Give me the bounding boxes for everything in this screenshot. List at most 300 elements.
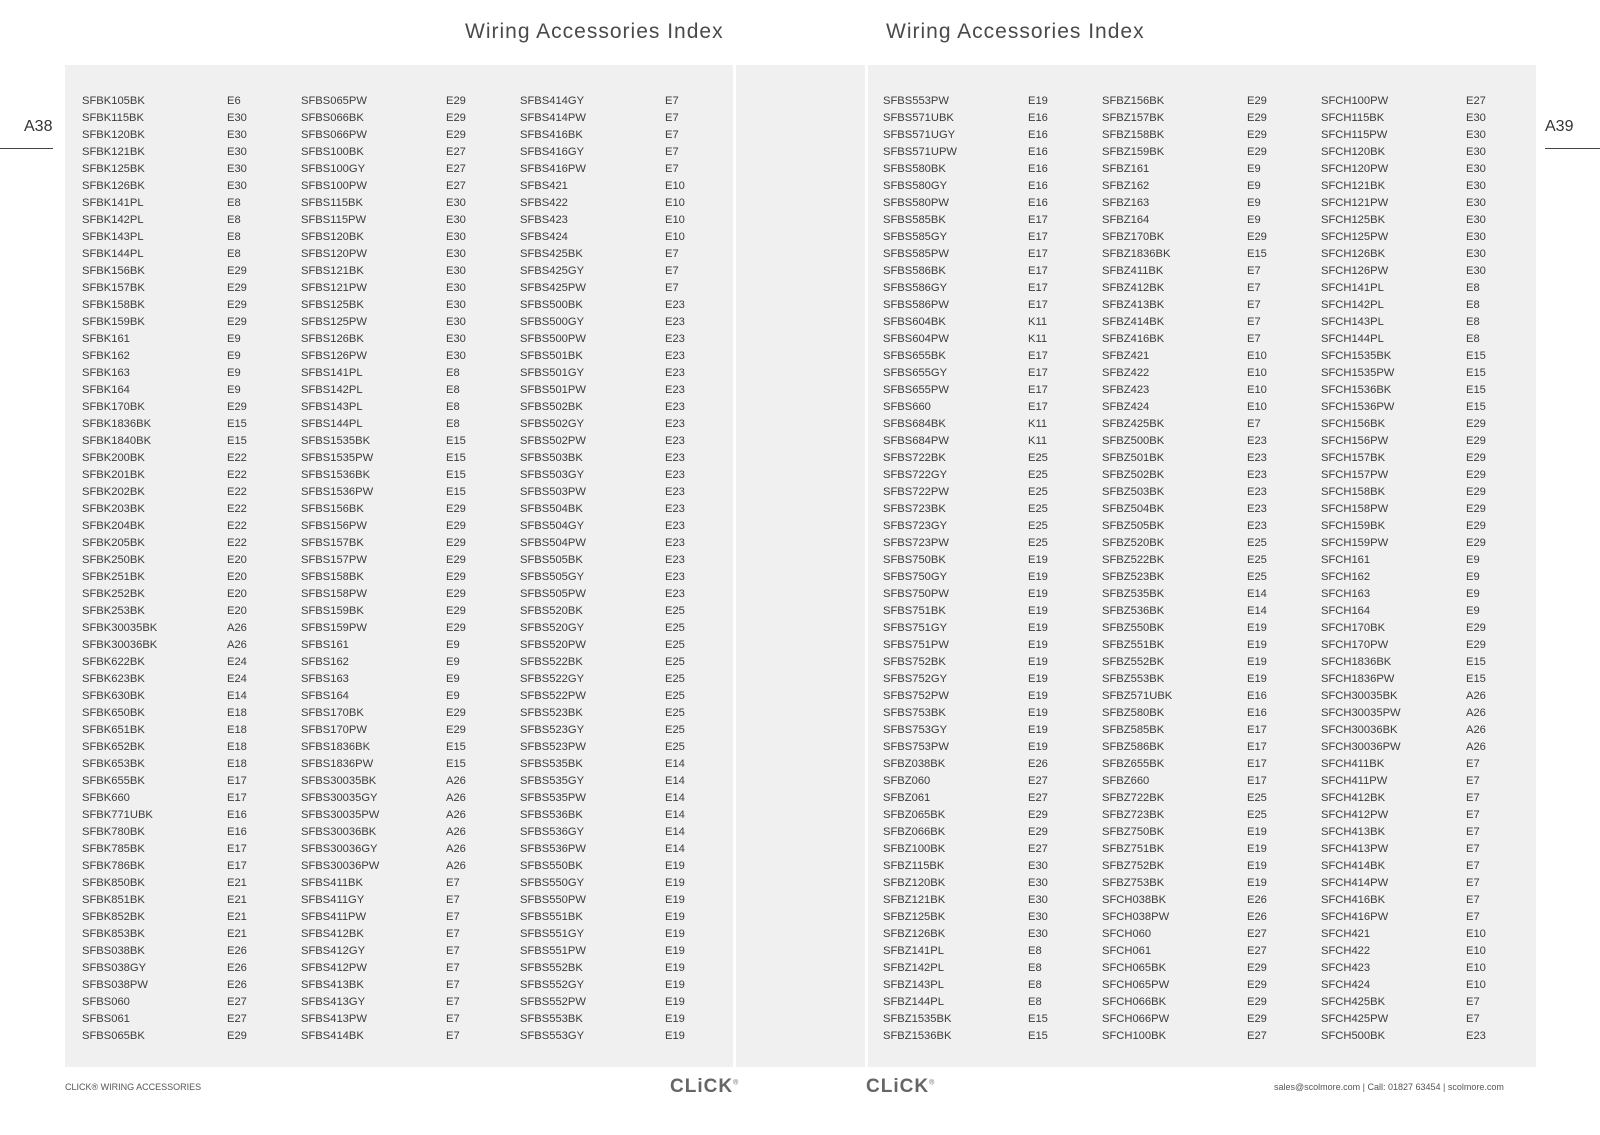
page-reference: E17: [1028, 214, 1048, 226]
product-code: SFCH1535BK: [1321, 350, 1392, 362]
index-row: [520, 722, 735, 739]
index-row: [520, 127, 735, 144]
page-reference: E7: [665, 163, 679, 175]
index-row: [301, 671, 516, 688]
logo-mark: ®: [929, 1079, 936, 1087]
product-code: SFCH142PL: [1321, 299, 1384, 311]
product-code: SFBS425GY: [520, 265, 585, 277]
index-row: [1321, 603, 1536, 620]
index-row: [1321, 841, 1536, 858]
index-row: [1102, 1011, 1317, 1028]
index-row: [1102, 892, 1317, 909]
index-row: [520, 331, 735, 348]
page-reference: E27: [1028, 775, 1048, 787]
page-reference: E16: [1028, 197, 1048, 209]
index-row: [301, 93, 516, 110]
index-row: [1321, 229, 1536, 246]
index-row: [520, 518, 735, 535]
index-row: [883, 603, 1098, 620]
index-row: [520, 144, 735, 161]
product-code: SFBZ553BK: [1102, 673, 1165, 685]
page-reference: E29: [1466, 435, 1486, 447]
index-row: [520, 280, 735, 297]
index-row: [82, 229, 297, 246]
product-code: SFCH416PW: [1321, 911, 1389, 923]
page-reference: E7: [446, 911, 460, 923]
product-code: SFCH143PL: [1321, 316, 1384, 328]
product-code: SFBS522BK: [520, 656, 583, 668]
page-reference: E19: [1028, 588, 1048, 600]
index-row: [82, 263, 297, 280]
page-reference: E9: [1466, 571, 1480, 583]
product-code: SFCH144PL: [1321, 333, 1384, 345]
product-code: SFBZ750BK: [1102, 826, 1165, 838]
page-reference: E26: [1028, 758, 1048, 770]
page-reference: E8: [1466, 282, 1480, 294]
product-code: SFBS411GY: [301, 894, 365, 906]
page-reference: E8: [446, 367, 460, 379]
index-row: [1102, 552, 1317, 569]
index-row: [520, 552, 735, 569]
page-reference: E16: [227, 809, 247, 821]
product-code: SFBS523PW: [520, 741, 586, 753]
index-row: [520, 960, 735, 977]
product-code: SFBK143PL: [82, 231, 144, 243]
page-number-rule-left: [0, 148, 53, 149]
page-reference: E29: [1247, 979, 1267, 991]
product-code: SFBK162: [82, 350, 130, 362]
page-reference: E7: [446, 945, 460, 957]
product-code: SFBZ503BK: [1102, 486, 1165, 498]
index-row: [82, 161, 297, 178]
product-code: SFBK164: [82, 384, 130, 396]
product-code: SFBS060: [82, 996, 130, 1008]
page-reference: E19: [665, 860, 685, 872]
index-row: [301, 926, 516, 943]
product-code: SFBS1535PW: [301, 452, 374, 464]
page-reference: E29: [1028, 826, 1048, 838]
index-row: [301, 960, 516, 977]
index-row: [82, 178, 297, 195]
index-row: [520, 841, 735, 858]
index-row: [883, 756, 1098, 773]
product-code: SFBK105BK: [82, 95, 145, 107]
page-reference: E7: [665, 112, 679, 124]
index-row: [1102, 909, 1317, 926]
page-reference: E29: [227, 299, 247, 311]
page-reference: E10: [1247, 367, 1267, 379]
click-logo: [670, 1076, 739, 1098]
index-row: [883, 263, 1098, 280]
page-reference: E14: [665, 843, 685, 855]
page-reference: E8: [227, 231, 241, 243]
page-reference: E21: [227, 928, 247, 940]
page-reference: E15: [446, 469, 466, 481]
index-row: [1321, 569, 1536, 586]
index-row: [82, 790, 297, 807]
product-code: SFBZ424: [1102, 401, 1150, 413]
page-reference: E17: [1028, 299, 1048, 311]
page-reference: E7: [1466, 911, 1480, 923]
index-row: [301, 467, 516, 484]
page-reference: E7: [1466, 775, 1480, 787]
page-reference: E14: [665, 826, 685, 838]
index-row: [82, 994, 297, 1011]
product-code: SFBS120PW: [301, 248, 367, 260]
product-code: SFBS536BK: [520, 809, 583, 821]
page-gutter: [736, 65, 865, 1067]
index-row: [883, 161, 1098, 178]
page-reference: E10: [665, 214, 685, 226]
index-row: [82, 807, 297, 824]
product-code: SFCH159PW: [1321, 537, 1389, 549]
index-row: [883, 348, 1098, 365]
product-code: SFBK141PL: [82, 197, 144, 209]
product-code: SFBZ060: [883, 775, 931, 787]
page-reference: E29: [446, 112, 466, 124]
index-row: [301, 433, 516, 450]
product-code: SFBK251BK: [82, 571, 145, 583]
page-reference: E25: [1028, 537, 1048, 549]
page-reference: E19: [1028, 605, 1048, 617]
index-row: [883, 144, 1098, 161]
page-reference: E29: [227, 316, 247, 328]
index-row: [520, 484, 735, 501]
index-row: [520, 807, 735, 824]
index-row: [82, 603, 297, 620]
index-row: [1321, 535, 1536, 552]
index-row: [1321, 620, 1536, 637]
index-row: [520, 569, 735, 586]
index-row: [1102, 926, 1317, 943]
product-code: SFBS751PW: [883, 639, 949, 651]
page-reference: E29: [1466, 452, 1486, 464]
page-reference: E25: [1247, 792, 1267, 804]
page-reference: E7: [446, 894, 460, 906]
page-reference: E17: [1028, 367, 1048, 379]
index-row: [1321, 212, 1536, 229]
index-row: [1102, 654, 1317, 671]
index-row: [520, 348, 735, 365]
product-code: SFBZ038BK: [883, 758, 946, 770]
page-reference: E19: [1028, 707, 1048, 719]
page-reference: E8: [1466, 333, 1480, 345]
page-reference: E8: [227, 248, 241, 260]
product-code: SFBZ501BK: [1102, 452, 1165, 464]
page-reference: E7: [1466, 809, 1480, 821]
page-reference: E23: [665, 571, 685, 583]
product-code: SFBS722GY: [883, 469, 948, 481]
page-reference: E15: [446, 758, 466, 770]
page-reference: E26: [1247, 911, 1267, 923]
page-reference: E29: [227, 1030, 247, 1042]
index-row: [1321, 926, 1536, 943]
page-reference: E15: [1247, 248, 1267, 260]
index-row: [82, 892, 297, 909]
page-reference: E30: [446, 248, 466, 260]
index-row: [1102, 127, 1317, 144]
page-reference: E25: [1247, 537, 1267, 549]
product-code: SFBS503GY: [520, 469, 585, 481]
index-row: [883, 314, 1098, 331]
index-row: [883, 93, 1098, 110]
product-code: SFBS143PL: [301, 401, 363, 413]
index-column: [1321, 93, 1536, 1045]
page-reference: E20: [227, 571, 247, 583]
index-row: [1321, 807, 1536, 824]
page-reference: E22: [227, 520, 247, 532]
index-row: [82, 195, 297, 212]
product-code: SFBS120BK: [301, 231, 364, 243]
page-reference: E29: [1247, 112, 1267, 124]
page-reference: E14: [1247, 588, 1267, 600]
product-code: SFBS536PW: [520, 843, 586, 855]
product-code: SFBS660: [883, 401, 931, 413]
page-reference: E19: [1028, 741, 1048, 753]
index-row: [301, 178, 516, 195]
product-code: SFBS1535BK: [301, 435, 371, 447]
index-row: [1102, 994, 1317, 1011]
index-row: [520, 263, 735, 280]
index-row: [883, 994, 1098, 1011]
page-reference: E9: [1247, 163, 1261, 175]
page-reference: E30: [1028, 928, 1048, 940]
page-reference: E16: [1028, 129, 1048, 141]
page-reference: E15: [446, 435, 466, 447]
index-row: [1321, 467, 1536, 484]
product-code: SFCH100PW: [1321, 95, 1389, 107]
product-code: SFBZ504BK: [1102, 503, 1165, 515]
product-code: SFBS585GY: [883, 231, 948, 243]
page-reference: A26: [446, 809, 466, 821]
index-row: [301, 994, 516, 1011]
page-reference: E15: [1466, 656, 1486, 668]
product-code: SFCH1536BK: [1321, 384, 1392, 396]
index-row: [301, 705, 516, 722]
product-code: SFBS522PW: [520, 690, 586, 702]
product-code: SFBS722BK: [883, 452, 946, 464]
page-reference: E17: [227, 860, 247, 872]
product-code: SFBK157BK: [82, 282, 145, 294]
page-reference: E9: [1466, 554, 1480, 566]
page-reference: E25: [665, 656, 685, 668]
index-row: [520, 926, 735, 943]
product-code: SFCH425BK: [1321, 996, 1386, 1008]
product-code: SFBS161: [301, 639, 349, 651]
product-code: SFBS571UBK: [883, 112, 954, 124]
page-reference: A26: [227, 639, 247, 651]
index-row: [1321, 637, 1536, 654]
page-reference: E30: [1466, 180, 1486, 192]
page-reference: E19: [1247, 843, 1267, 855]
index-row: [82, 671, 297, 688]
product-code: SFBS065BK: [82, 1030, 145, 1042]
page-reference: E30: [446, 316, 466, 328]
page-reference: E7: [446, 1013, 460, 1025]
page-reference: E19: [665, 928, 685, 940]
product-code: SFBK144PL: [82, 248, 144, 260]
page-reference: E7: [1466, 1013, 1480, 1025]
page-reference: E7: [665, 146, 679, 158]
index-row: [520, 297, 735, 314]
index-row: [1321, 960, 1536, 977]
page-reference: E7: [1466, 894, 1480, 906]
product-code: SFCH121PW: [1321, 197, 1389, 209]
index-row: [520, 671, 735, 688]
index-row: [1321, 144, 1536, 161]
product-code: SFBZ126BK: [883, 928, 946, 940]
page-reference: E9: [1466, 588, 1480, 600]
index-row: [1102, 943, 1317, 960]
page-reference: E17: [227, 792, 247, 804]
index-row: [301, 909, 516, 926]
page-reference: E9: [1247, 180, 1261, 192]
footer-brand: CLICK® WIRING ACCESSORIES: [65, 1082, 202, 1092]
page-reference: E23: [665, 435, 685, 447]
page-reference: E29: [446, 588, 466, 600]
product-code: SFBZ753BK: [1102, 877, 1165, 889]
page-reference: E10: [1466, 962, 1486, 974]
product-code: SFBZ164: [1102, 214, 1150, 226]
page-reference: E23: [665, 588, 685, 600]
index-row: [1321, 586, 1536, 603]
product-code: SFBS722PW: [883, 486, 949, 498]
product-code: SFCH411BK: [1321, 758, 1385, 770]
product-code: SFBS126BK: [301, 333, 364, 345]
page-reference: E25: [1028, 469, 1048, 481]
page-reference: E7: [1466, 860, 1480, 872]
page-reference: E10: [665, 180, 685, 192]
product-code: SFBS416PW: [520, 163, 586, 175]
page-reference: E8: [227, 214, 241, 226]
index-row: [1321, 977, 1536, 994]
index-row: [82, 144, 297, 161]
product-code: SFBK250BK: [82, 554, 145, 566]
index-row: [883, 858, 1098, 875]
index-row: [301, 586, 516, 603]
product-code: SFBS100BK: [301, 146, 364, 158]
index-row: [1321, 161, 1536, 178]
page-reference: E30: [446, 350, 466, 362]
page-reference: E30: [1466, 265, 1486, 277]
page-reference: E26: [227, 945, 247, 957]
page-number-right: A39: [1545, 118, 1574, 135]
index-row: [520, 688, 735, 705]
product-code: SFCH422: [1321, 945, 1371, 957]
product-code: SFCH066BK: [1102, 996, 1167, 1008]
product-code: SFBS552PW: [520, 996, 586, 1008]
product-code: SFBS411BK: [301, 877, 363, 889]
page-reference: E29: [1247, 962, 1267, 974]
index-row: [301, 552, 516, 569]
index-row: [883, 535, 1098, 552]
index-row: [82, 977, 297, 994]
product-code: SFBK650BK: [82, 707, 145, 719]
product-code: SFBZ586BK: [1102, 741, 1165, 753]
product-code: SFBZ141PL: [883, 945, 944, 957]
page-reference: E10: [665, 231, 685, 243]
index-row: [883, 1028, 1098, 1045]
product-code: SFCH1535PW: [1321, 367, 1395, 379]
page-reference: E19: [1247, 826, 1267, 838]
page-reference: E23: [665, 503, 685, 515]
product-code: SFBS061: [82, 1013, 130, 1025]
page-reference: E25: [1028, 452, 1048, 464]
product-code: SFBS502PW: [520, 435, 586, 447]
index-row: [1102, 110, 1317, 127]
index-row: [1321, 1028, 1536, 1045]
click-logo: [866, 1076, 935, 1098]
product-code: SFBS586GY: [883, 282, 948, 294]
index-row: [301, 382, 516, 399]
product-code: SFCH163: [1321, 588, 1371, 600]
index-row: [520, 790, 735, 807]
page-reference: E7: [1466, 826, 1480, 838]
product-code: SFBZ143PL: [883, 979, 944, 991]
index-row: [1321, 93, 1536, 110]
page-reference: E17: [227, 775, 247, 787]
page-reference: E7: [665, 248, 679, 260]
product-code: SFBS550GY: [520, 877, 585, 889]
product-code: SFCH1836BK: [1321, 656, 1392, 668]
page-reference: K11: [1028, 435, 1048, 447]
index-row: [1102, 773, 1317, 790]
product-code: SFBZ414BK: [1102, 316, 1165, 328]
index-row: [301, 518, 516, 535]
page-reference: E17: [1028, 248, 1048, 260]
product-code: SFBS753PW: [883, 741, 949, 753]
index-row: [520, 535, 735, 552]
index-row: [1321, 909, 1536, 926]
product-code: SFBZ423: [1102, 384, 1150, 396]
index-column: [520, 93, 735, 1045]
page-reference: E26: [227, 962, 247, 974]
index-row: [301, 858, 516, 875]
product-code: SFBS604BK: [883, 316, 946, 328]
index-row: [1321, 178, 1536, 195]
page-reference: E14: [665, 792, 685, 804]
index-row: [1102, 314, 1317, 331]
index-row: [520, 161, 735, 178]
page-reference: E9: [446, 656, 460, 668]
page-reference: E18: [227, 707, 247, 719]
product-code: SFCH412PW: [1321, 809, 1389, 821]
product-code: SFBS142PL: [301, 384, 363, 396]
product-code: SFBK202BK: [82, 486, 145, 498]
page-reference: E24: [227, 656, 247, 668]
product-code: SFBS585BK: [883, 214, 946, 226]
index-row: [1321, 1011, 1536, 1028]
index-row: [520, 450, 735, 467]
page-reference: E7: [446, 928, 460, 940]
index-row: [1321, 331, 1536, 348]
product-code: SFBS571UPW: [883, 146, 957, 158]
index-row: [82, 552, 297, 569]
index-row: [301, 348, 516, 365]
page-reference: E30: [1466, 112, 1486, 124]
index-row: [82, 841, 297, 858]
product-code: SFCH1536PW: [1321, 401, 1395, 413]
index-row: [1102, 331, 1317, 348]
product-code: SFBZ536BK: [1102, 605, 1165, 617]
index-row: [301, 620, 516, 637]
page-reference: E8: [446, 401, 460, 413]
page-reference: E19: [1247, 622, 1267, 634]
index-row: [301, 365, 516, 382]
index-row: [82, 433, 297, 450]
index-row: [82, 297, 297, 314]
product-code: SFBS684BK: [883, 418, 946, 430]
